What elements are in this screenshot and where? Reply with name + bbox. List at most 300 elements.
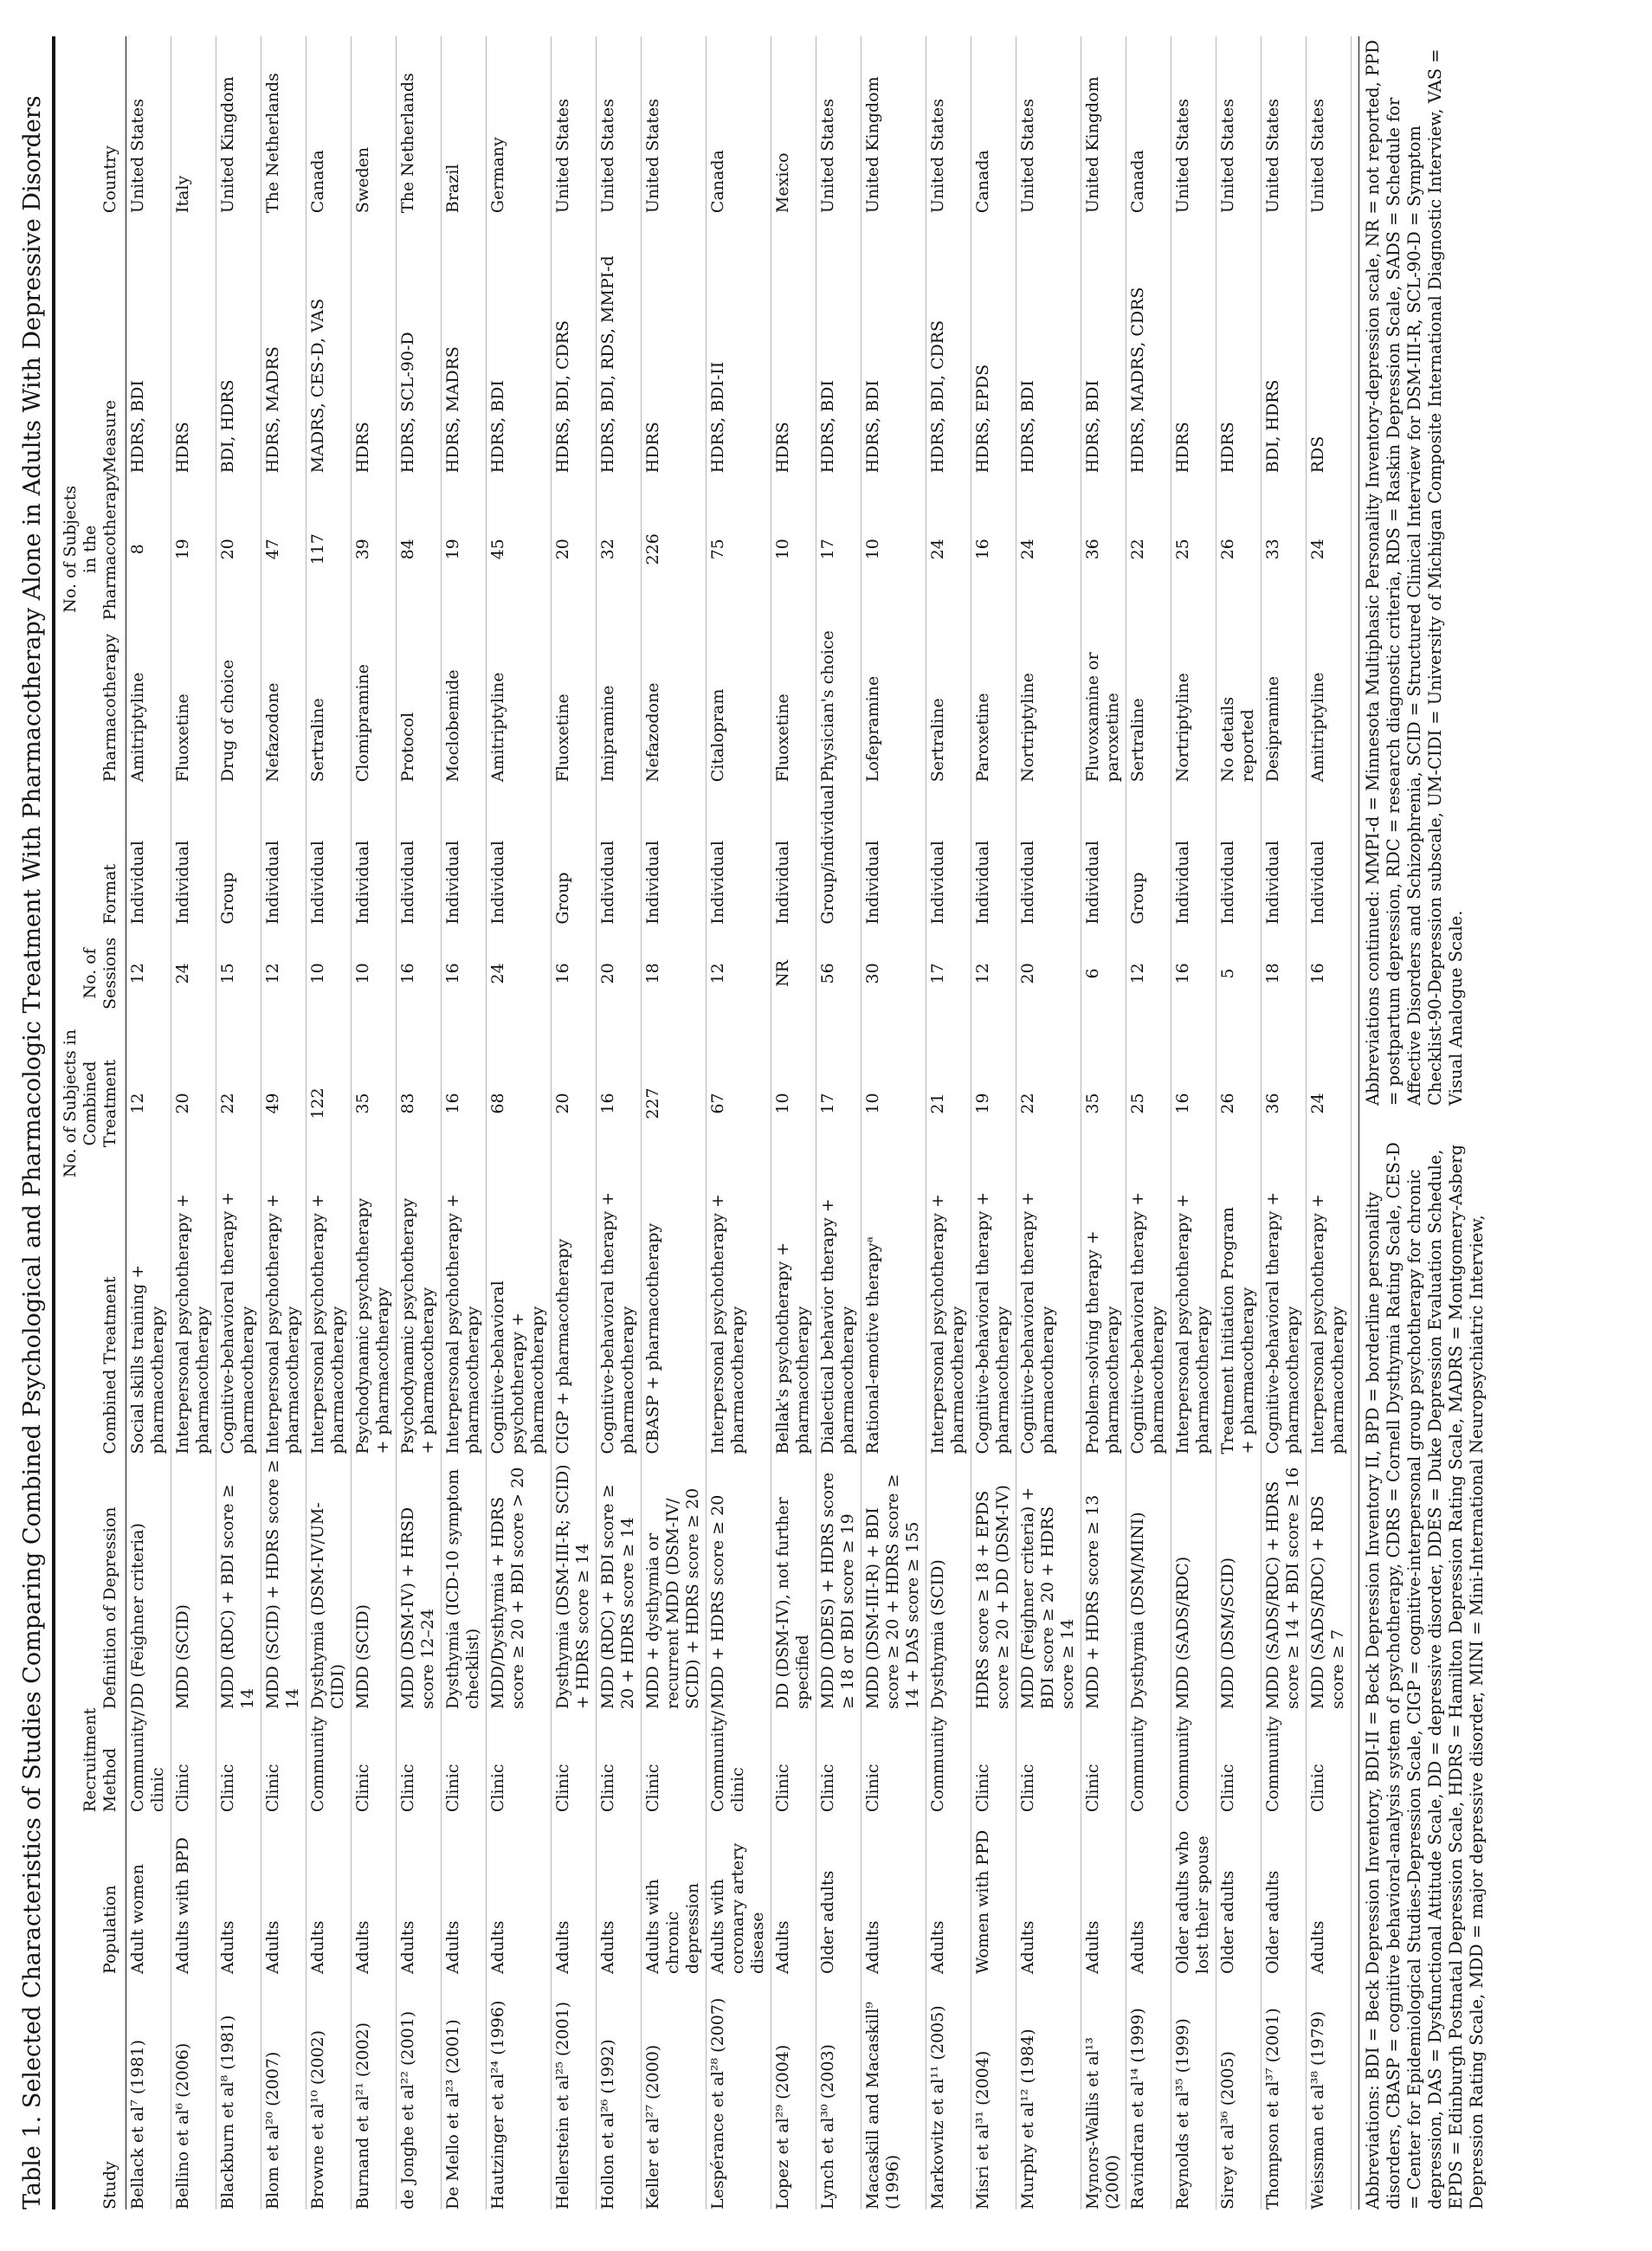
table-row (307, 36, 352, 2209)
cell-population: Adults (926, 1812, 971, 1974)
cell-format: Individual (397, 782, 442, 924)
cell-n-combined: 83 (397, 1017, 442, 1184)
cell-combined: Interpersonal psychotherapy + pharmacotherapy (1171, 1184, 1216, 1454)
cell-pharmacotherapy: Lofepramine (861, 620, 926, 782)
cell-country: The Netherlands (261, 36, 307, 213)
cell-n-combined: 122 (307, 1017, 352, 1184)
cell-format: Individual (1171, 782, 1216, 924)
cell-n-combined: 20 (171, 1017, 216, 1184)
cell-n-pharma: 24 (1307, 473, 1352, 620)
cell-population: Adults (1016, 1812, 1081, 1974)
cell-study: Blackburn et al⁸ (1981) (216, 1974, 261, 2209)
cell-recruitment: Clinic (771, 1709, 816, 1812)
cell-recruitment: Clinic (261, 1709, 307, 1812)
cell-combined: Cognitive-behavioral therapy + pharmacotherapy (1126, 1184, 1171, 1454)
cell-measure: HDRS, BDI (126, 213, 171, 473)
cell-n-combined: 26 (1216, 1017, 1262, 1184)
cell-measure: MADRS, CES-D, VAS (307, 213, 352, 473)
cell-definition: MDD (DSM/SCID) (1216, 1454, 1262, 1709)
cell-n-combined: 67 (707, 1017, 771, 1184)
cell-n-pharma: 10 (861, 473, 926, 620)
cell-recruitment: Community (926, 1709, 971, 1812)
cell-sessions: 24 (171, 925, 216, 1018)
cell-format: Individual (442, 782, 487, 924)
cell-recruitment: Clinic (442, 1709, 487, 1812)
cell-country: United States (552, 36, 597, 213)
cell-definition: Dysthymia (ICD-10 symptom checklist) (442, 1454, 487, 1709)
cell-study: Browne et al¹⁰ (2002) (307, 1974, 352, 2209)
cell-n-pharma: 20 (552, 473, 597, 620)
cell-population: Adults (352, 1812, 397, 1974)
cell-population: Adults (1081, 1812, 1126, 1974)
cell-definition: MDD (DDES) + HDRS score ≥ 18 or BDI score ≥ 19 (816, 1454, 861, 1709)
cell-study: Lynch et al³⁰ (2003) (816, 1974, 861, 2209)
cell-recruitment: Clinic (816, 1709, 861, 1812)
cell-measure: HDRS, BDI-II (707, 213, 771, 473)
cell-format: Individual (1216, 782, 1262, 924)
cell-sessions: 20 (1016, 925, 1081, 1018)
cell-n-pharma: 226 (642, 473, 707, 620)
table-row (1016, 36, 1081, 2209)
table-row (1262, 36, 1307, 2209)
cell-recruitment: Clinic (597, 1709, 642, 1812)
cell-pharmacotherapy: Sertraline (307, 620, 352, 782)
header-sessions: No. of Sessions (55, 925, 126, 1018)
cell-population: Adults (1307, 1812, 1352, 1974)
cell-sessions: 17 (926, 925, 971, 1018)
cell-study: Hautzinger et al²⁴ (1996) (487, 1974, 552, 2209)
cell-definition: DD (Feighner criteria) (126, 1454, 171, 1709)
cell-pharmacotherapy: Physician's choice (816, 620, 861, 782)
cell-population: Adults (771, 1812, 816, 1974)
cell-definition: MDD (DSM-III-R) + BDI score ≥ 20 + HDRS score ≥ 14 + DAS score ≥ 155 (861, 1454, 926, 1709)
cell-n-combined: 16 (597, 1017, 642, 1184)
cell-n-pharma: 25 (1171, 473, 1216, 620)
cell-sessions: 15 (216, 925, 261, 1018)
cell-sessions: 5 (1216, 925, 1262, 1018)
cell-format: Individual (971, 782, 1016, 924)
cell-measure: HDRS, MADRS, CDRS (1126, 213, 1171, 473)
cell-format: Individual (771, 782, 816, 924)
cell-combined: Treatment Initiation Program + pharmacotherapy (1216, 1184, 1262, 1454)
cell-n-combined: 20 (552, 1017, 597, 1184)
cell-combined: Interpersonal psychotherapy + pharmacotherapy (442, 1184, 487, 1454)
cell-sessions: 24 (487, 925, 552, 1018)
cell-population: Adults (442, 1812, 487, 1974)
cell-country: Germany (487, 36, 552, 213)
header-pharmacotherapy: Pharmacotherapy (55, 620, 126, 782)
cell-measure: HDRS, BDI, CDRS (552, 213, 597, 473)
cell-n-combined: 16 (1171, 1017, 1216, 1184)
cell-country: Canada (971, 36, 1016, 213)
header-row (55, 36, 126, 2209)
table-row (126, 36, 171, 2209)
cell-sessions: 12 (261, 925, 307, 1018)
cell-sessions: 12 (1126, 925, 1171, 1018)
cell-measure: HDRS (352, 213, 397, 473)
cell-n-pharma: 19 (171, 473, 216, 620)
cell-study: Keller et al²⁷ (2000) (642, 1974, 707, 2209)
cell-study: Burnand et al²¹ (2002) (352, 1974, 397, 2209)
cell-pharmacotherapy: Nortriptyline (1016, 620, 1081, 782)
cell-definition: MDD (RDC) + BDI score ≥ 14 (216, 1454, 261, 1709)
cell-sessions: 30 (861, 925, 926, 1018)
cell-recruitment: Clinic (352, 1709, 397, 1812)
header-format: Format (55, 782, 126, 924)
table-row (442, 36, 487, 2209)
cell-n-pharma: 24 (926, 473, 971, 620)
cell-population: Adults (216, 1812, 261, 1974)
cell-population: Older adults (1216, 1812, 1262, 1974)
cell-measure: HDRS, BDI (861, 213, 926, 473)
cell-study: Bellino et al⁶ (2006) (171, 1974, 216, 2209)
cell-definition: MDD (SADS/RDC) + RDS score ≥ 7 (1307, 1454, 1352, 1709)
cell-study: Lopez et al²⁹ (2004) (771, 1974, 816, 2209)
cell-country: United States (926, 36, 971, 213)
cell-format: Individual (487, 782, 552, 924)
cell-recruitment: Clinic (487, 1709, 552, 1812)
cell-population: Adults (307, 1812, 352, 1974)
header-definition: Definition of Depression (55, 1454, 126, 1709)
cell-n-pharma: 20 (216, 473, 261, 620)
cell-format: Individual (707, 782, 771, 924)
header-study: Study (55, 1974, 126, 2209)
cell-format: Individual (1081, 782, 1126, 924)
cell-sessions: 16 (1307, 925, 1352, 1018)
cell-study: Ravindran et al¹⁴ (1999) (1126, 1974, 1171, 2209)
cell-population: Adults (397, 1812, 442, 1974)
cell-definition: MDD + dysthymia or recurrent MDD (DSM-IV/ SCID) + HDRS score ≥ 20 (642, 1454, 707, 1709)
cell-n-combined: 35 (352, 1017, 397, 1184)
cell-combined: Problem-solving therapy + pharmacotherapy (1081, 1184, 1126, 1454)
cell-recruitment: Clinic (552, 1709, 597, 1812)
cell-country: United States (126, 36, 171, 213)
cell-population: Adults with BPD (171, 1812, 216, 1974)
cell-measure: HDRS, BDI, CDRS (926, 213, 971, 473)
cell-definition: Dysthymia (DSM-IV/UM-CIDI) (307, 1454, 352, 1709)
cell-measure: HDRS, MADRS (442, 213, 487, 473)
cell-pharmacotherapy: Paroxetine (971, 620, 1016, 782)
cell-recruitment: Community (1262, 1709, 1307, 1812)
cell-country: United States (597, 36, 642, 213)
cell-format: Individual (926, 782, 971, 924)
cell-population: Older adults who lost their spouse (1171, 1812, 1216, 1974)
cell-combined: Cognitive-behavioral therapy + pharmacotherapy (971, 1184, 1016, 1454)
cell-definition: MDD (Feighner criteria) + BDI score ≥ 20 + HDRS score ≥ 14 (1016, 1454, 1081, 1709)
cell-format: Individual (307, 782, 352, 924)
cell-population: Adults with coronary artery disease (707, 1812, 771, 1974)
cell-n-pharma: 16 (971, 473, 1016, 620)
cell-country: United States (642, 36, 707, 213)
cell-recruitment: Clinic (171, 1709, 216, 1812)
cell-combined: Social skills training + pharmacotherapy (126, 1184, 171, 1454)
cell-n-pharma: 8 (126, 473, 171, 620)
cell-definition: HDRS score ≥ 18 + EPDS score ≥ 20 + DD (DSM-IV) (971, 1454, 1016, 1709)
cell-recruitment: Clinic (971, 1709, 1016, 1812)
cell-combined: Interpersonal psychotherapy + pharmacotherapy (926, 1184, 971, 1454)
cell-combined: Cognitive-behavioral psychotherapy + pharmacotherapy (487, 1184, 552, 1454)
table-row (1081, 36, 1126, 2209)
cell-format: Group (1126, 782, 1171, 924)
footnote: Abbreviations: BDI = Beck Depression Inventory, BDI-II = Beck Depression Inventory II, BPD = borderline personality disorders, CBASP = cognitive behavioral-analysis system of psychotherapy, CDRS = Cornell Dysthymia Rating Scale, CES-D = Center for Epidemiological Studies-Depression Scale, CIGP = cognitive-interpersonal group psychotherapy for chronic depression, DAS = Dysfunctional Attitude Scale, DD = depressive disorder, DDES = Duke Depression Evaluation Schedule, EPDS = Edinburgh Postnatal Depression Scale, HDRS = Hamilton Depression Rating Scale, MADRS = Montgomery-Asberg Depression Rating Scale, MDD = major depressive disorder, MINI = Mini-International Neuropsychiatric Interview, Abbreviations continued: MMPI-d = Minnesota Multiphasic Personality Inventory-depression scale, NR = not reported, PPD = postpartum depression, RDC = research diagnostic criteria, RDS = Raskin Depression Scale, SADS = Schedule for Affective Disorders and Schizophrenia, SCID = Structured Clinical Interview for DSM-III-R, SCL-90-D = Symptom Checklist-90-Depression subscale, UM-CIDI = University of Michigan Composite International Diagnostic Interview, VAS = Visual Analogue Scale. (1358, 36, 1487, 2209)
cell-pharmacotherapy: Fluoxetine (171, 620, 216, 782)
cell-measure: HDRS, BDI (1081, 213, 1126, 473)
cell-measure: HDRS, SCL-90-D (397, 213, 442, 473)
cell-country: United Kingdom (216, 36, 261, 213)
cell-pharmacotherapy: Amitriptyline (1307, 620, 1352, 782)
cell-recruitment: Clinic (642, 1709, 707, 1812)
cell-measure: HDRS, BDI (487, 213, 552, 473)
cell-n-pharma: 17 (816, 473, 861, 620)
cell-definition: MDD + HDRS score ≥ 13 (1081, 1454, 1126, 1709)
cell-combined: CBASP + pharmacotherapy (642, 1184, 707, 1454)
cell-format: Individual (1016, 782, 1081, 924)
cell-recruitment: Community/ clinic (707, 1709, 771, 1812)
cell-sessions: 16 (397, 925, 442, 1018)
cell-country: United States (1307, 36, 1352, 213)
cell-pharmacotherapy: Drug of choice (216, 620, 261, 782)
cell-n-pharma: 33 (1262, 473, 1307, 620)
cell-country: United Kingdom (861, 36, 926, 213)
cell-sessions: 16 (1171, 925, 1216, 1018)
cell-country: Sweden (352, 36, 397, 213)
cell-recruitment: Community (1171, 1709, 1216, 1812)
cell-format: Individual (1307, 782, 1352, 924)
cell-pharmacotherapy: Fluvoxamine or paroxetine (1081, 620, 1126, 782)
cell-definition: MDD (SCID) (171, 1454, 216, 1709)
cell-sessions: 56 (816, 925, 861, 1018)
cell-measure: HDRS (771, 213, 816, 473)
table-row (171, 36, 216, 2209)
cell-format: Group (216, 782, 261, 924)
cell-study: Murphy et al¹² (1984) (1016, 1974, 1081, 2209)
cell-measure: HDRS (1216, 213, 1262, 473)
cell-format: Individual (642, 782, 707, 924)
cell-format: Individual (352, 782, 397, 924)
table-body (126, 36, 1352, 2209)
cell-country: United States (1171, 36, 1216, 213)
cell-measure: RDS (1307, 213, 1352, 473)
cell-measure: HDRS, MADRS (261, 213, 307, 473)
cell-recruitment: Clinic (1081, 1709, 1126, 1812)
cell-n-combined: 19 (971, 1017, 1016, 1184)
cell-measure: HDRS (1171, 213, 1216, 473)
cell-n-combined: 36 (1262, 1017, 1307, 1184)
cell-pharmacotherapy: Fluoxetine (771, 620, 816, 782)
table-title: Table 1. Selected Characteristics of Studies Comparing Combined Psychological and Pharmacologic Treatment With Pharmacotherapy Alone in Adults With Depressive Disorders (19, 36, 55, 2209)
cell-study: de Jonghe et al²² (2001) (397, 1974, 442, 2209)
cell-population: Adults (261, 1812, 307, 1974)
cell-study: Misri et al³¹ (2004) (971, 1974, 1016, 2209)
cell-n-pharma: 39 (352, 473, 397, 620)
cell-study: Markowitz et al¹¹ (2005) (926, 1974, 971, 2209)
cell-study: De Mello et al²³ (2001) (442, 1974, 487, 2209)
cell-combined: Bellak's psychotherapy + pharmacotherapy (771, 1184, 816, 1454)
cell-combined: Cognitive-behavioral therapy + pharmacotherapy (216, 1184, 261, 1454)
cell-country: United States (1016, 36, 1081, 213)
cell-n-pharma: 24 (1016, 473, 1081, 620)
cell-pharmacotherapy: Sertraline (926, 620, 971, 782)
cell-recruitment: Clinic (1307, 1709, 1352, 1812)
cell-n-combined: 17 (816, 1017, 861, 1184)
cell-country: Brazil (442, 36, 487, 213)
header-measure: Measure (55, 213, 126, 473)
cell-sessions: 12 (971, 925, 1016, 1018)
cell-pharmacotherapy: No details reported (1216, 620, 1262, 782)
table-row (552, 36, 597, 2209)
cell-study: Mynors-Wallis et al¹³ (2000) (1081, 1974, 1126, 2209)
cell-sessions: 18 (642, 925, 707, 1018)
header-population: Population (55, 1812, 126, 1974)
cell-format: Group/individual (816, 782, 861, 924)
studies-table (55, 36, 1352, 2209)
cell-recruitment: Clinic (216, 1709, 261, 1812)
cell-sessions: 16 (442, 925, 487, 1018)
cell-combined: Cognitive-behavioral therapy + pharmacotherapy (1016, 1184, 1081, 1454)
cell-study: Blom et al²⁰ (2007) (261, 1974, 307, 2209)
cell-pharmacotherapy: Fluoxetine (552, 620, 597, 782)
cell-combined: Rational-emotive therapyᵃ (861, 1184, 926, 1454)
cell-country: Italy (171, 36, 216, 213)
cell-study: Macaskill and Macaskill⁹ (1996) (861, 1974, 926, 2209)
table-row (926, 36, 971, 2209)
cell-recruitment: Clinic (1216, 1709, 1262, 1812)
cell-n-combined: 227 (642, 1017, 707, 1184)
cell-pharmacotherapy: Protocol (397, 620, 442, 782)
cell-n-pharma: 22 (1126, 473, 1171, 620)
cell-pharmacotherapy: Nefazodone (261, 620, 307, 782)
header-combined: Combined Treatment (55, 1184, 126, 1454)
cell-combined: CIGP + pharmacotherapy (552, 1184, 597, 1454)
cell-combined: Psychodynamic psychotherapy + pharmacotherapy (352, 1184, 397, 1454)
table-row (597, 36, 642, 2209)
table-row (487, 36, 552, 2209)
cell-n-pharma: 84 (397, 473, 442, 620)
cell-recruitment: Community (1126, 1709, 1171, 1812)
cell-format: Individual (861, 782, 926, 924)
header-recruitment: Recruitment Method (55, 1709, 126, 1812)
cell-pharmacotherapy: Amitriptyline (126, 620, 171, 782)
table-container (19, 36, 1487, 2209)
cell-format: Individual (597, 782, 642, 924)
cell-combined: Interpersonal psychotherapy + pharmacotherapy (261, 1184, 307, 1454)
cell-n-pharma: 26 (1216, 473, 1262, 620)
cell-n-combined: 22 (216, 1017, 261, 1184)
cell-pharmacotherapy: Citalopram (707, 620, 771, 782)
cell-measure: HDRS (171, 213, 216, 473)
table-row (397, 36, 442, 2209)
cell-population: Older adults (816, 1812, 861, 1974)
cell-study: Hollon et al²⁶ (1992) (597, 1974, 642, 2209)
cell-combined: Dialectical behavior therapy + pharmacotherapy (816, 1184, 861, 1454)
table-row (1171, 36, 1216, 2209)
cell-measure: HDRS, BDI (816, 213, 861, 473)
cell-pharmacotherapy: Moclobemide (442, 620, 487, 782)
table-row (261, 36, 307, 2209)
table-row (352, 36, 397, 2209)
cell-pharmacotherapy: Desipramine (1262, 620, 1307, 782)
cell-recruitment: Clinic (397, 1709, 442, 1812)
table-row (707, 36, 771, 2209)
table-row (642, 36, 707, 2209)
cell-definition: MDD + HDRS score ≥ 20 (707, 1454, 771, 1709)
cell-pharmacotherapy: Amitriptyline (487, 620, 552, 782)
cell-n-pharma: 75 (707, 473, 771, 620)
cell-combined: Interpersonal psychotherapy + pharmacotherapy (1307, 1184, 1352, 1454)
cell-definition: MDD (RDC) + BDI score ≥ 20 + HDRS score ≥ 14 (597, 1454, 642, 1709)
cell-sessions: 18 (1262, 925, 1307, 1018)
cell-pharmacotherapy: Nortriptyline (1171, 620, 1216, 782)
cell-measure: HDRS, BDI (1016, 213, 1081, 473)
cell-combined: Cognitive-behavioral therapy + pharmacotherapy (597, 1184, 642, 1454)
cell-n-combined: 49 (261, 1017, 307, 1184)
cell-combined: Interpersonal psychotherapy + pharmacotherapy (707, 1184, 771, 1454)
cell-measure: HDRS, EPDS (971, 213, 1016, 473)
cell-recruitment: Community (307, 1709, 352, 1812)
cell-country: United States (1262, 36, 1307, 213)
cell-measure: BDI, HDRS (216, 213, 261, 473)
cell-n-combined: 12 (126, 1017, 171, 1184)
cell-n-pharma: 19 (442, 473, 487, 620)
cell-definition: Dysthymia (SCID) (926, 1454, 971, 1709)
cell-pharmacotherapy: Imipramine (597, 620, 642, 782)
cell-format: Group (552, 782, 597, 924)
cell-population: Adults (552, 1812, 597, 1974)
cell-study: Bellack et al⁷ (1981) (126, 1974, 171, 2209)
cell-format: Individual (1262, 782, 1307, 924)
cell-n-combined: 35 (1081, 1017, 1126, 1184)
table-row (216, 36, 261, 2209)
cell-n-pharma: 36 (1081, 473, 1126, 620)
cell-combined: Interpersonal psychotherapy + pharmacotherapy (307, 1184, 352, 1454)
cell-format: Individual (171, 782, 216, 924)
cell-n-pharma: 10 (771, 473, 816, 620)
cell-study: Reynolds et al³⁵ (1999) (1171, 1974, 1216, 2209)
cell-study: Sirey et al³⁶ (2005) (1216, 1974, 1262, 2209)
cell-study: Thompson et al³⁷ (2001) (1262, 1974, 1307, 2209)
cell-definition: MDD (SADS/RDC) + HDRS score ≥ 14 + BDI score ≥ 16 (1262, 1454, 1307, 1709)
table-row (1307, 36, 1352, 2209)
cell-n-combined: 10 (861, 1017, 926, 1184)
cell-definition: DD (DSM-IV), not further specified (771, 1454, 816, 1709)
cell-n-combined: 16 (442, 1017, 487, 1184)
cell-sessions: 12 (126, 925, 171, 1018)
cell-country: United States (816, 36, 861, 213)
cell-recruitment: Clinic (861, 1709, 926, 1812)
cell-n-combined: 10 (771, 1017, 816, 1184)
cell-country: Mexico (771, 36, 816, 213)
cell-country: Canada (307, 36, 352, 213)
cell-sessions: 20 (597, 925, 642, 1018)
table-row (1126, 36, 1171, 2209)
cell-n-combined: 21 (926, 1017, 971, 1184)
cell-sessions: 6 (1081, 925, 1126, 1018)
cell-definition: Dysthymia (DSM/MINI) (1126, 1454, 1171, 1709)
table-row (771, 36, 816, 2209)
table-row (971, 36, 1016, 2209)
cell-population: Older adults (1262, 1812, 1307, 1974)
cell-n-combined: 22 (1016, 1017, 1081, 1184)
cell-definition: MDD (DSM-IV) + HRSD score 12–24 (397, 1454, 442, 1709)
cell-country: Canada (1126, 36, 1171, 213)
table-row (861, 36, 926, 2209)
table-row (1216, 36, 1262, 2209)
cell-n-combined: 24 (1307, 1017, 1352, 1184)
cell-measure: BDI, HDRS (1262, 213, 1307, 473)
cell-pharmacotherapy: Sertraline (1126, 620, 1171, 782)
cell-sessions: 16 (552, 925, 597, 1018)
cell-recruitment: Clinic (1016, 1709, 1081, 1812)
